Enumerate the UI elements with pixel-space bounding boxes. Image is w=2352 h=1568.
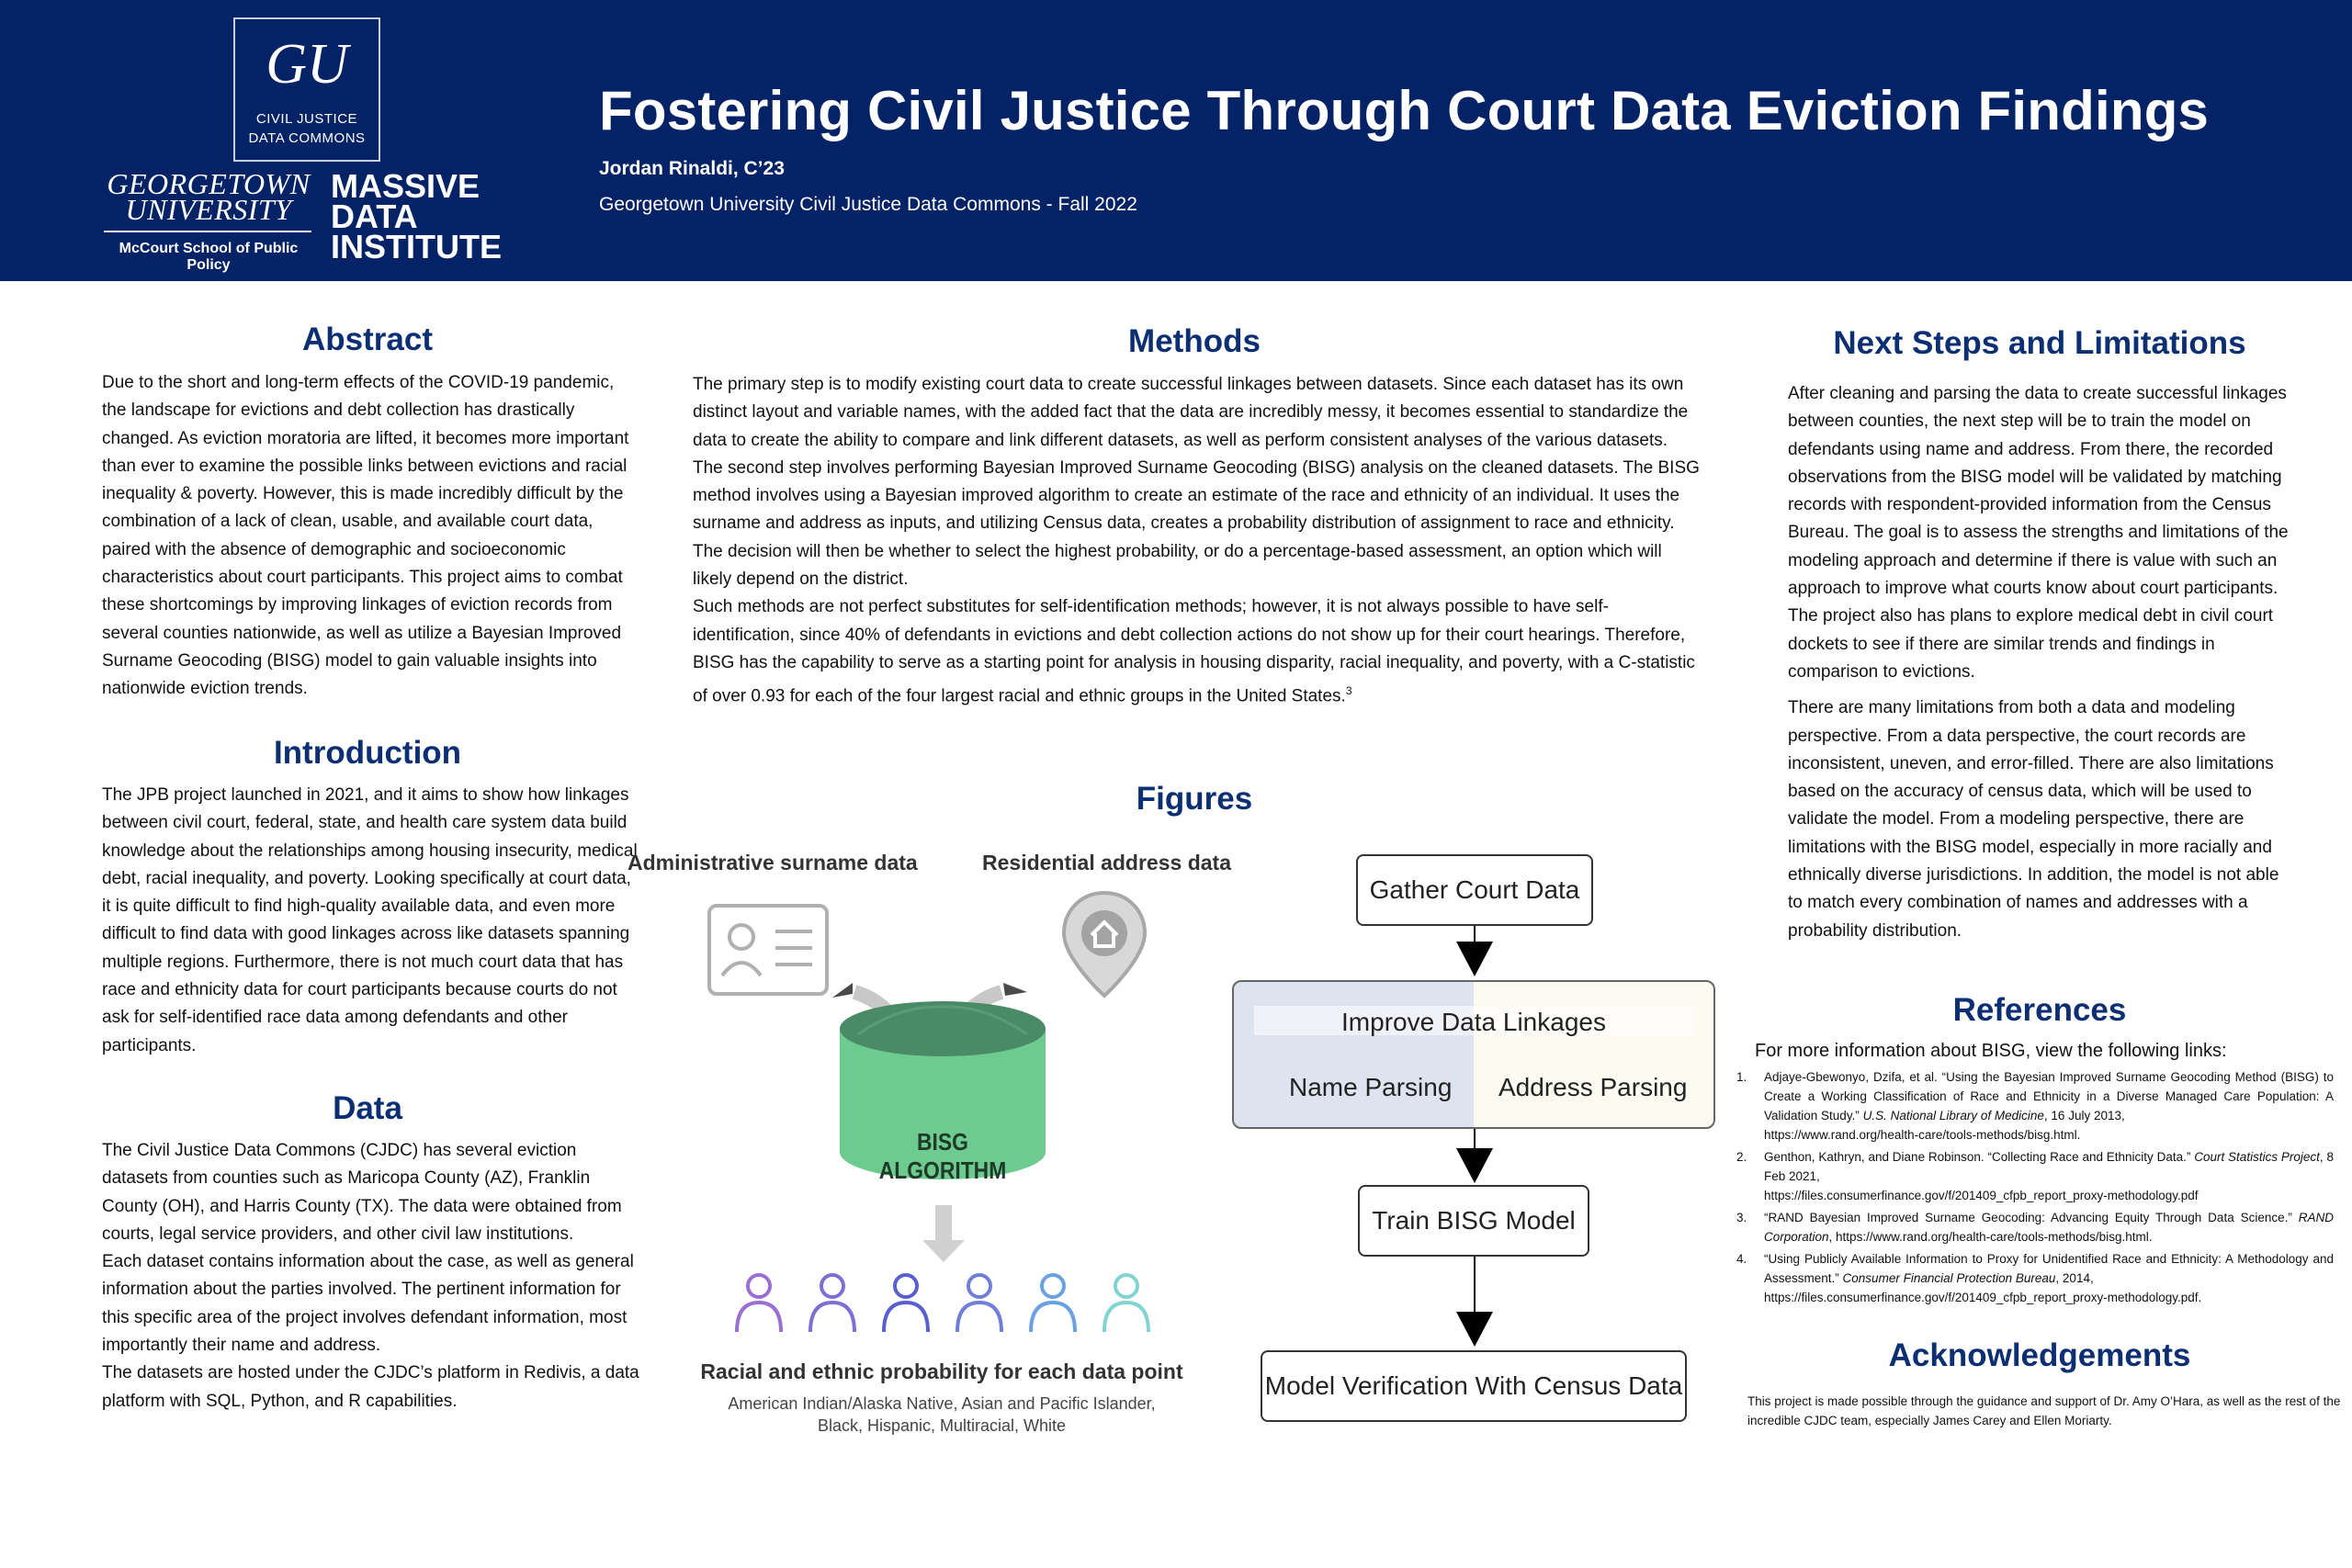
massive-data-institute-logo: [331, 167, 502, 265]
reference-item: [1736, 1147, 2334, 1205]
data-paragraph-2: Each dataset contains information about the case, as well as general information about the parties involved. The pertinent information for this specific area of the project involves defendant information, most importantly their name and address.: [102, 1252, 634, 1356]
reference-url[interactable]: https://files.consumerfinance.gov/f/201409_cfpb_report_proxy-methodology.pdf: [1764, 1189, 2199, 1202]
data-paragraph-3: The datasets are hosted under the CJDC’s platform in Redivis, a data platform with SQL, Python, and R capabilities.: [102, 1363, 639, 1411]
figure-caption-line2: Black, Hispanic, Multiracial, White: [817, 1416, 1067, 1435]
poster-header: [0, 0, 2352, 281]
gu-logo-mark: GU: [266, 33, 348, 96]
gu-logo-subtitle-line1: CIVIL JUSTICE: [255, 111, 358, 127]
georgetown-university-wordmark: [103, 167, 314, 226]
bisg-algorithm-label: BISG ALGORITHM: [878, 1128, 1007, 1184]
people-icons: [737, 1275, 1148, 1332]
reference-tail[interactable]: , https://www.rand.org/health-care/tools-methods/bisg.html.: [1828, 1230, 2153, 1244]
georgetown-line1: GEORGETOWN: [107, 167, 311, 200]
reference-number: 3.: [1736, 1211, 1747, 1224]
reference-tail: , 2014,: [2055, 1271, 2094, 1285]
georgetown-line2: UNIVERSITY: [125, 193, 292, 226]
mdi-line2: DATA: [331, 197, 418, 235]
acknowledgements-text: This project is made possible through the guidance and support of Dr. Amy O’Hara, as well as the rest of the incredible CJDC team, especially James Carey and Ellen Moriarty.: [1747, 1394, 2341, 1427]
reference-text: Genthon, Kathryn, and Diane Robinson. “Collecting Race and Ethnicity Data.”: [1764, 1150, 2191, 1164]
reference-source: U.S. National Library of Medicine: [1862, 1109, 2044, 1122]
acknowledgements-heading: Acknowledgements: [1888, 1337, 2191, 1373]
mdi-line3: INSTITUTE: [331, 228, 502, 265]
next-steps-heading: Next Steps and Limitations: [1833, 325, 2246, 361]
reference-text: “RAND Bayesian Improved Surname Geocoding: Advancing Equity Through Data Science.”: [1764, 1211, 2292, 1224]
abstract-heading: Abstract: [302, 321, 433, 357]
introduction-heading: Introduction: [273, 735, 462, 771]
data-text: [102, 1137, 644, 1416]
next-steps-paragraph-2: There are many limitations from both a data and modeling perspective. From a data perspective, the court records are inconsistent, uneven, and error-filled. There are also limitations based on the accuracy of census data, which will be used to validate the model. From a modeling perspective, there are limitations with the BISG model, especially in more racially and ethnically diverse jurisdictions. In addition, the model is not able to match every combination of names and addresses with a probability distribution.: [1788, 698, 2279, 941]
figure-caption-line1: American Indian/Alaska Native, Asian and Pacific Islander,: [728, 1394, 1156, 1413]
poster-affiliation: Georgetown University Civil Justice Data Commons - Fall 2022: [599, 194, 1137, 215]
reference-number: 1.: [1736, 1070, 1747, 1084]
reference-url[interactable]: https://files.consumerfinance.gov/f/201409_cfpb_report_proxy-methodology.pdf.: [1764, 1291, 2202, 1304]
data-heading: Data: [333, 1090, 402, 1126]
reference-text: “Using Publicly Available Information to Proxy for Unidentified Race and Ethnicity: A Methodology and Assessment.”: [1764, 1252, 2334, 1285]
flow-connector-3: [1474, 1257, 1476, 1314]
figures-heading: Figures: [1136, 781, 1253, 817]
methods-paragraph-3-text: Such methods are not perfect substitutes for self-identification methods; however, it is not always possible to have self-identification, since 40% of defendants in evictions and debt collection actions do not show up for their court hearings. Therefore, BISG has the capability to serve as a starting point for analysis in housing disparity, racial inequality, and poverty, with a C-statistic of over 0.93 for each of the four largest racial and ethnic groups in the United States.: [693, 597, 1695, 706]
flow-arrow-3: [1456, 1312, 1493, 1347]
reference-url[interactable]: https://www.rand.org/health-care/tools-methods/bisg.html.: [1764, 1128, 2081, 1142]
logo-divider: [104, 231, 311, 232]
introduction-text: The JPB project launched in 2021, and it aims to show how linkages between civil court, federal, state, and health care system data build knowledge about the relationships among housing insecurity, medical debt, racial inequality, and poverty. Looking specifically at court data, it is quite difficult to find high-quality available data, and even more difficult to find data with good linkages across like datasets spanning multiple regions. Furthermore, there is not much court data that has race and ethnicity data for court participants because courts do not ask for self-identified race data among defendants and other participants.: [102, 785, 638, 1055]
surname-data-label: Administrative surname data: [628, 851, 918, 874]
reference-number: 2.: [1736, 1150, 1747, 1164]
references-list: [1736, 1067, 2334, 1310]
address-data-label: Residential address data: [982, 851, 1231, 874]
flow-arrow-1: [1456, 942, 1493, 976]
gu-logo-subtitle-line2: DATA COMMONS: [248, 130, 366, 146]
home-location-pin-icon: [1064, 893, 1145, 996]
references-intro: For more information about BISG, view the following links:: [1755, 1041, 2227, 1061]
methods-heading: Methods: [1128, 323, 1261, 359]
flow-step-gather-court-data: Gather Court Data: [1356, 854, 1593, 926]
gu-cjdc-logo: [233, 17, 380, 162]
reference-item: [1736, 1249, 2334, 1307]
data-paragraph-1: The Civil Justice Data Commons (CJDC) has several eviction datasets from counties such as Maricopa County (AZ), Franklin County (OH), and Harris County (TX). The data were obtained from courts, legal service providers, and other civil law institutions.: [102, 1141, 622, 1244]
address-parsing-label: Address Parsing: [1498, 1073, 1688, 1101]
methods-paragraph-2: The second step involves performing Bayesian Improved Surname Geocoding (BISG) analysis on the cleaned datasets. The BISG method involves using a Bayesian improved algorithm to create an estimate of the race and ethnicity of an individual. It uses the surname and address as inputs, and utilizing Census data, creates a probability distribution of assignment to race and ethnicity. The decision will then be whether to select the highest probability, or do a percentage-based assessment, an option which will likely depend on the district.: [693, 457, 1700, 590]
references-heading: References: [1952, 992, 2127, 1028]
reference-text: Adjaye-Gbewonyo, Dzifa, et al. “Using the Bayesian Improved Surname Geocoding Method (BISG) to Create a Working Classification of Race and Ethnicity in a Diverse Managed Care Population: A Validation Study.”: [1764, 1070, 2334, 1122]
flow-arrow-2: [1456, 1148, 1493, 1183]
figure-caption-title: Racial and ethnic probability for each data point: [700, 1359, 1183, 1383]
methods-footnote: 3: [1345, 684, 1352, 698]
reference-source: Consumer Financial Protection Bureau: [1842, 1271, 2056, 1285]
mdi-line1: MASSIVE: [331, 167, 481, 205]
reference-item: [1736, 1067, 2334, 1145]
poster-author: Jordan Rinaldi, C’23: [599, 158, 785, 179]
flow-step-improve-data-linkages: [1232, 980, 1715, 1129]
name-parsing-label: Name Parsing: [1289, 1073, 1453, 1101]
figure-caption-subtitle: [625, 1393, 1259, 1437]
flow-step-model-verification: Model Verification With Census Data: [1261, 1350, 1687, 1422]
abstract-text: Due to the short and long-term effects of the COVID-19 pandemic, the landscape for evictions and debt collection has drastically changed. As eviction moratoria are lifted, it becomes more important than ever to examine the possible links between evictions and racial inequality & poverty. However, this is made incredibly difficult by the combination of a lack of clean, usable, and available court data, paired with the absence of demographic and socioeconomic characteristics about court participants. This project aims to combat these shortcomings by improving linkages of eviction records from several counties nationwide, as well as utilize a Bayesian Improved Surname Geocoding (BISG) model to gain valuable insights into nationwide eviction trends.: [102, 373, 629, 699]
reference-source: Court Statistics Project: [2194, 1150, 2320, 1164]
bisg-diagram: [625, 882, 1268, 1359]
reference-tail: , 8 Feb 2021,: [1764, 1150, 2334, 1183]
methods-text: [693, 371, 1703, 711]
reference-item: [1736, 1208, 2334, 1247]
methods-paragraph-3: [693, 593, 1703, 711]
mccourt-school-wordmark: McCourt School of Public Policy: [119, 241, 299, 273]
output-arrow: [922, 1205, 965, 1262]
reference-source: RAND Corporation: [1764, 1211, 2334, 1244]
next-steps-text: [1788, 380, 2289, 953]
poster-title: Fostering Civil Justice Through Court Data Eviction Findings: [599, 80, 2210, 141]
flow-step-train-bisg-model: Train BISG Model: [1358, 1185, 1589, 1257]
reference-number: 4.: [1736, 1252, 1747, 1266]
next-steps-paragraph-1: After cleaning and parsing the data to create successful linkages between counties, the next step will be to train the model on defendants using name and address. From there, the recorded observations from the BISG model will be validated by matching records with respondent-provided information from the Census Bureau. The goal is to assess the strengths and limitations of the modeling approach and determine if there is value with such an approach to improve what courts know about court participants. The project also has plans to explore medical debt in civil court dockets to see if there are similar trends and findings in comparison to evictions.: [1788, 384, 2289, 682]
id-card-icon: [709, 906, 827, 994]
improve-data-linkages-label: Improve Data Linkages: [1341, 1008, 1606, 1036]
reference-tail: , 16 July 2013,: [2043, 1109, 2125, 1122]
gu-logo-subtitle: [235, 109, 379, 148]
methods-paragraph-1: The primary step is to modify existing court data to create successful linkages between datasets. Since each dataset has its own distinct layout and variable names, with the added fact that the data are incredibly messy, it becomes essential to standardize the data to create the ability to compare and link different datasets, as well as perform consistent analyses of the various datasets.: [693, 375, 1689, 450]
